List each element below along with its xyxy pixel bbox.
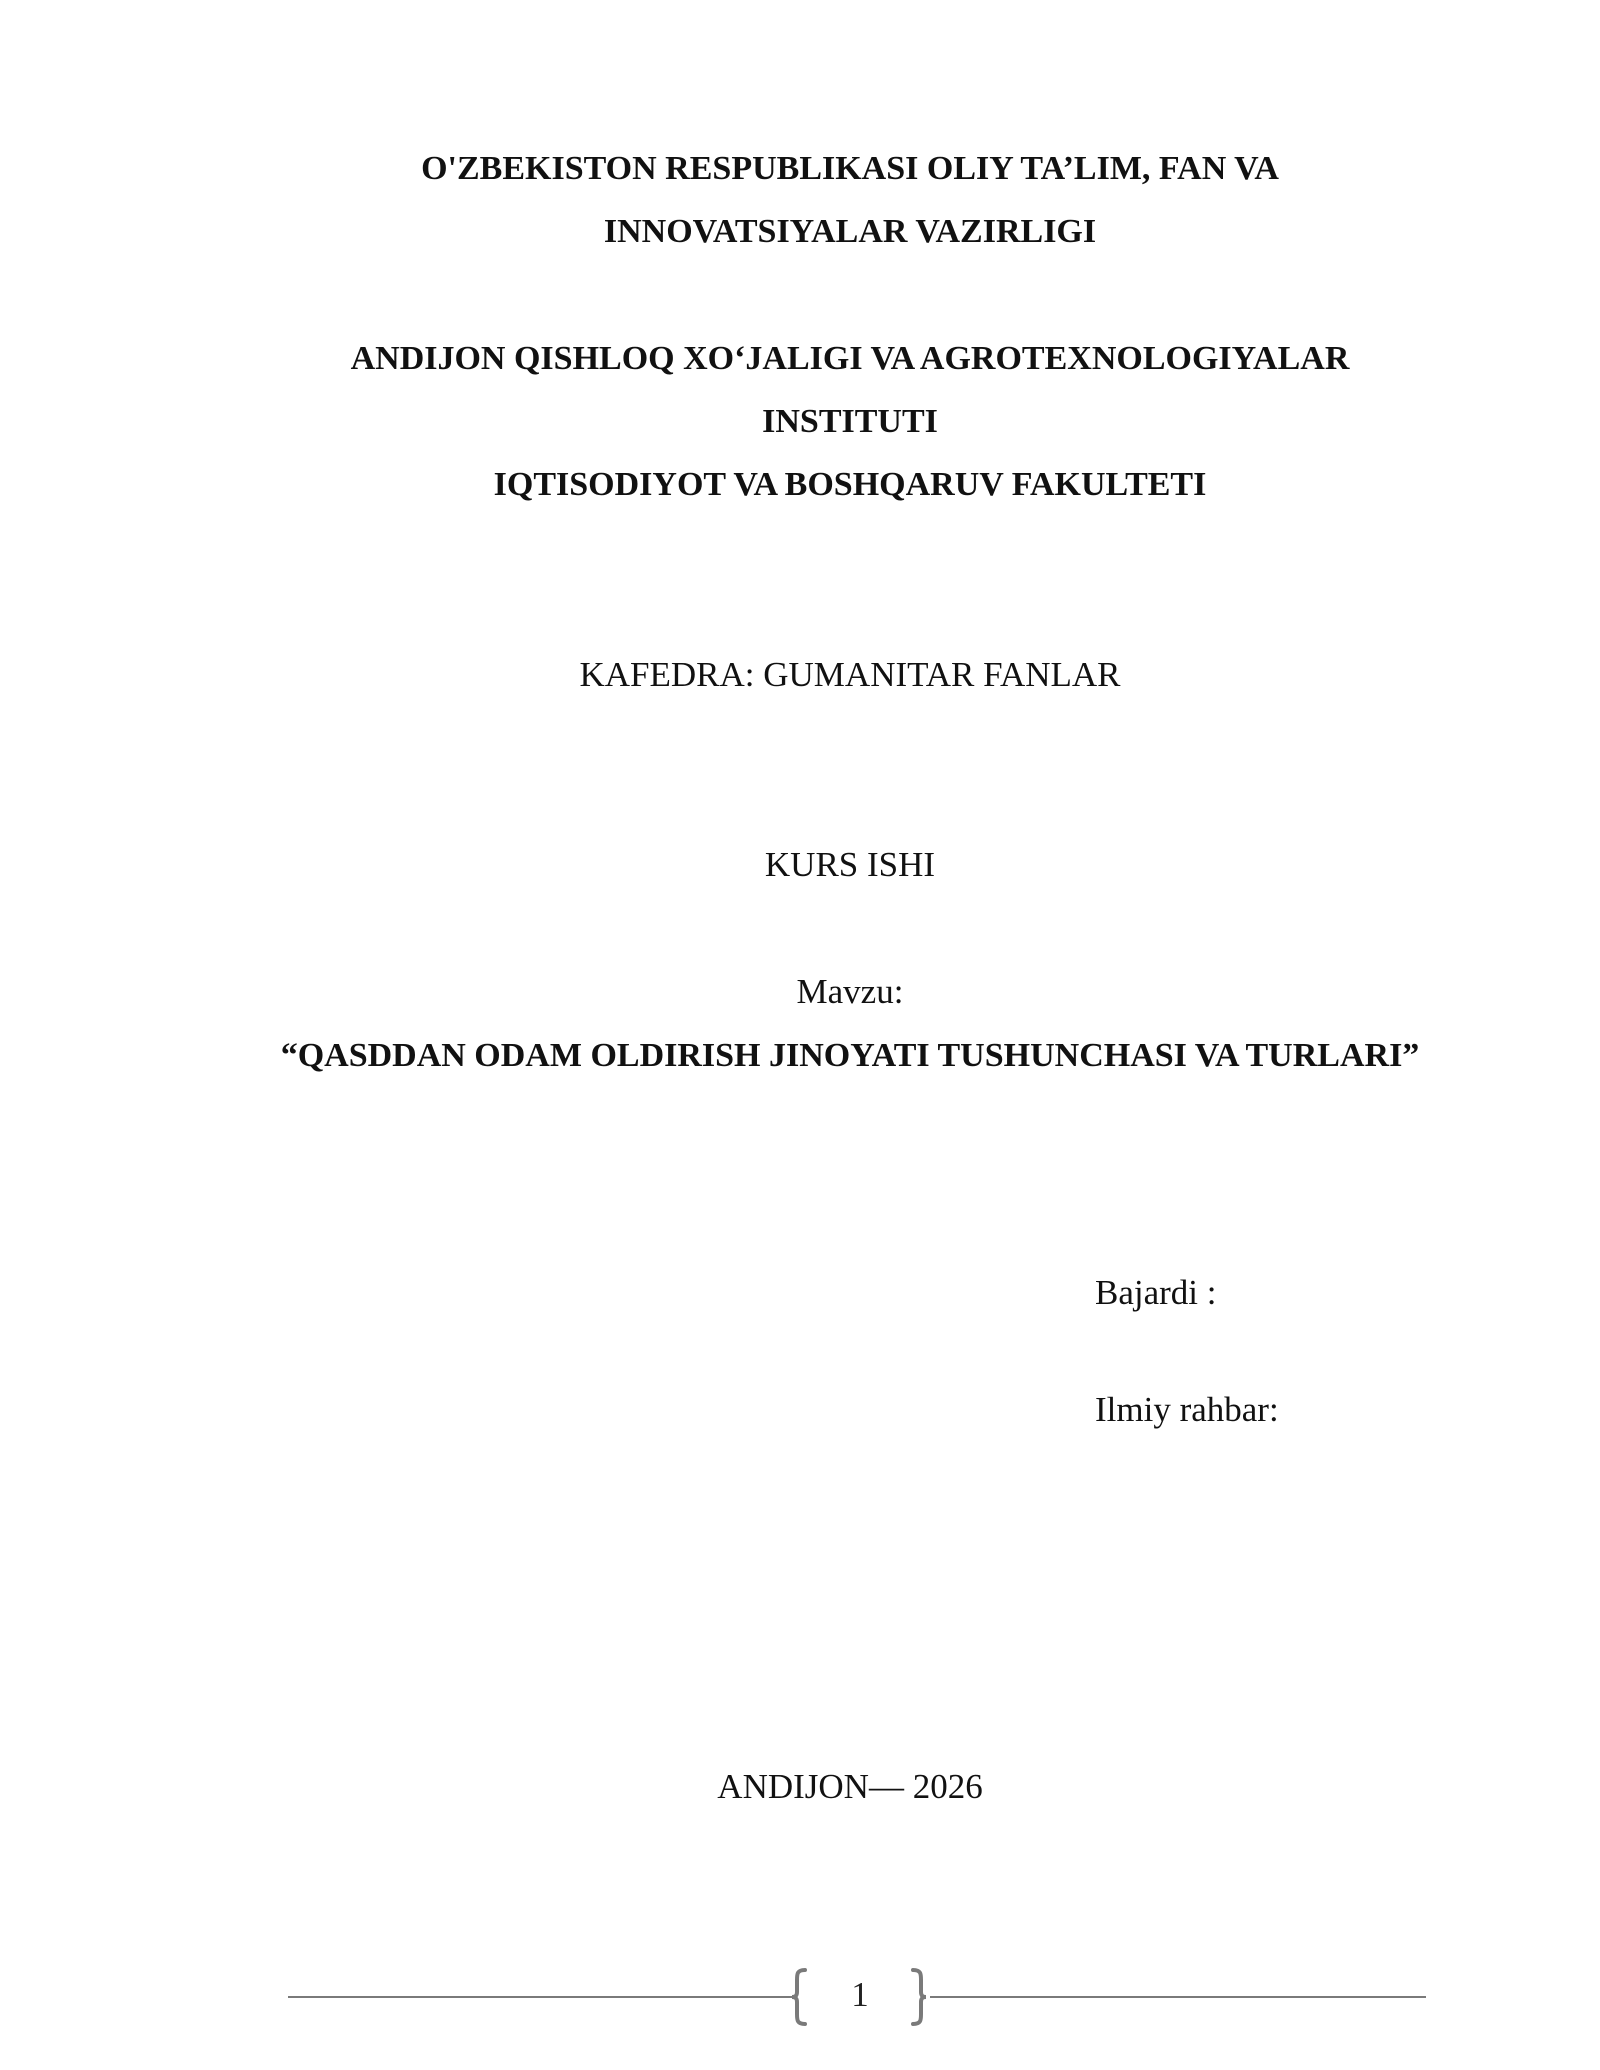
institute-line-2: INSTITUTI (762, 403, 938, 440)
footer-rule-right (930, 1996, 1426, 1998)
faculty-name: IQTISODIYOT VA BOSHQARUV FAKULTETI (493, 466, 1207, 503)
work-type: KURS ISHI (764, 845, 936, 884)
topic-title: “QASDDAN ODAM OLDIRISH JINOYATI TUSHUNCHASI VA TURLARI” (280, 1037, 1420, 1074)
right-brace-icon (910, 1968, 928, 2026)
institute-line-1: ANDIJON QISHLOQ XO‘JALIGI VA AGROTEXNOLOGIYALAR (350, 340, 1350, 377)
page-number: 1 (851, 1975, 869, 2014)
place-year: ANDIJON— 2026 (717, 1767, 983, 1806)
footer-rule-left (288, 1996, 793, 1998)
supervisor-label: Ilmiy rahbar: (1095, 1390, 1279, 1429)
performer-label: Bajardi : (1095, 1273, 1217, 1312)
left-brace-icon (790, 1968, 808, 2026)
ministry-line-1: O'ZBEKISTON RESPUBLIKASI OLIY TA’LIM, FAN VA (421, 150, 1279, 187)
department-name: KAFEDRA: GUMANITAR FANLAR (579, 655, 1121, 694)
topic-label: Mavzu: (796, 972, 904, 1011)
ministry-line-2: INNOVATSIYALAR VAZIRLIGI (603, 213, 1097, 250)
